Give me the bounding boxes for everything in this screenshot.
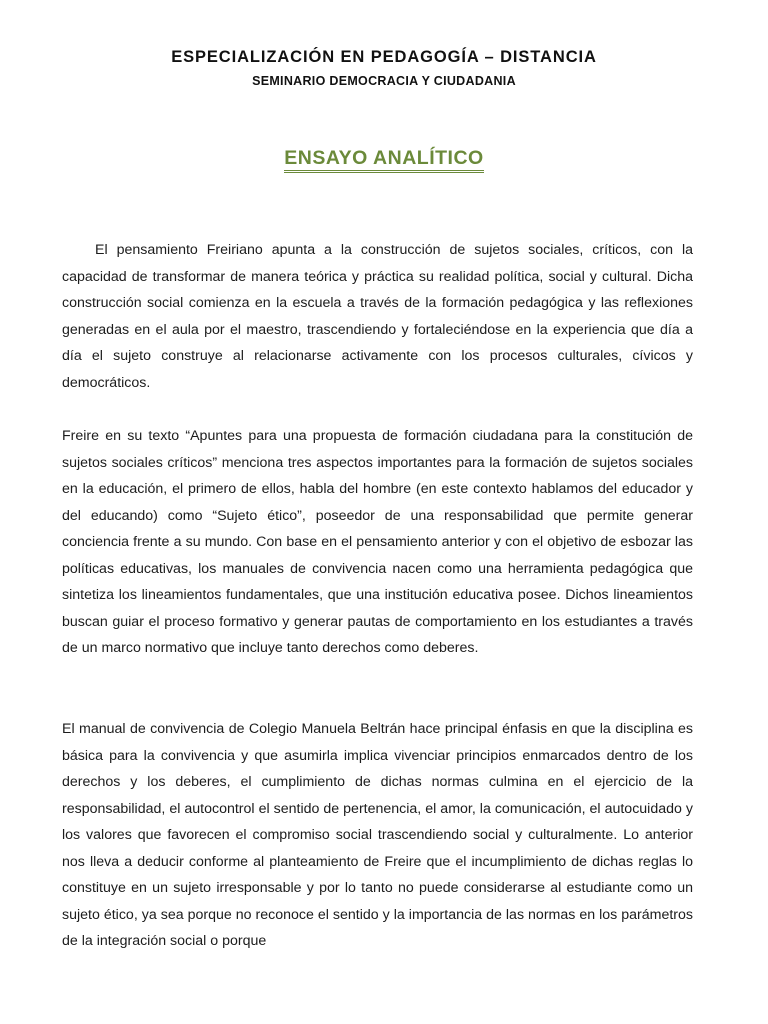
essay-title: ENSAYO ANALÍTICO	[284, 146, 483, 173]
paragraph-3: El manual de convivencia de Colegio Manuela Beltrán hace principal énfasis en que la disciplina es básica para la convivencia y que asumirla implica vivenciar principios enmarcados dentro de los derechos y los deberes, el cumplimiento de dichas normas culmina en el ejercicio de la responsabilidad, el autocontrol el sentido de pertenencia, el amor, la comunicación, el autocuidado y los valores que favorecen el compromiso social trascendiendo social y culturalmente. Lo anterior nos lleva a deducir conforme al planteamiento de Freire que el incumplimiento de dichas reglas lo constituye en un sujeto irresponsable y por lo tanto no puede considerarse al estudiante como un sujeto ético, ya sea porque no reconoce el sentido y la importancia de las normas en los parámetros de la integración social o porque	[62, 721, 693, 950]
essay-title-container	[0, 146, 768, 173]
document-header-subtitle: SEMINARIO DEMOCRACIA Y CIUDADANIA	[252, 74, 516, 88]
paragraph-2: Freire en su texto “Apuntes para una propuesta de formación ciudadana para la constitución de sujetos sociales críticos” menciona tres aspectos importantes para la formación de sujetos sociales en la educación, el primero de ellos, habla del hombre (en este contexto hablamos del educador y del educando) como “Sujeto ético”, poseedor de una responsabilidad que permite generar conciencia frente a su mundo. Con base en el pensamiento anterior y con el objetivo de esbozar las políticas educativas, los manuales de convivencia nacen como una herramienta pedagógica que sintetiza los lineamientos fundamentales, que una institución educativa posee. Dichos lineamientos buscan guiar el proceso formativo y generar pautas de comportamiento en los estudiantes a través de un marco normativo que incluye tanto derechos como deberes.	[62, 428, 693, 657]
paragraph-1: El pensamiento Freiriano apunta a la construcción de sujetos sociales, críticos, con la capacidad de transformar de manera teórica y práctica su realidad política, social y cultural. Dicha construcción social comienza en la escuela a través de la formación pedagógica y las reflexiones generadas en el aula por el maestro, trascendiendo y fortaleciéndose en la experiencia que día a día el sujeto construye al relacionarse activamente con los procesos culturales, cívicos y democráticos.	[62, 242, 693, 391]
document-header-title: ESPECIALIZACIÓN EN PEDAGOGÍA – DISTANCIA	[171, 48, 597, 66]
